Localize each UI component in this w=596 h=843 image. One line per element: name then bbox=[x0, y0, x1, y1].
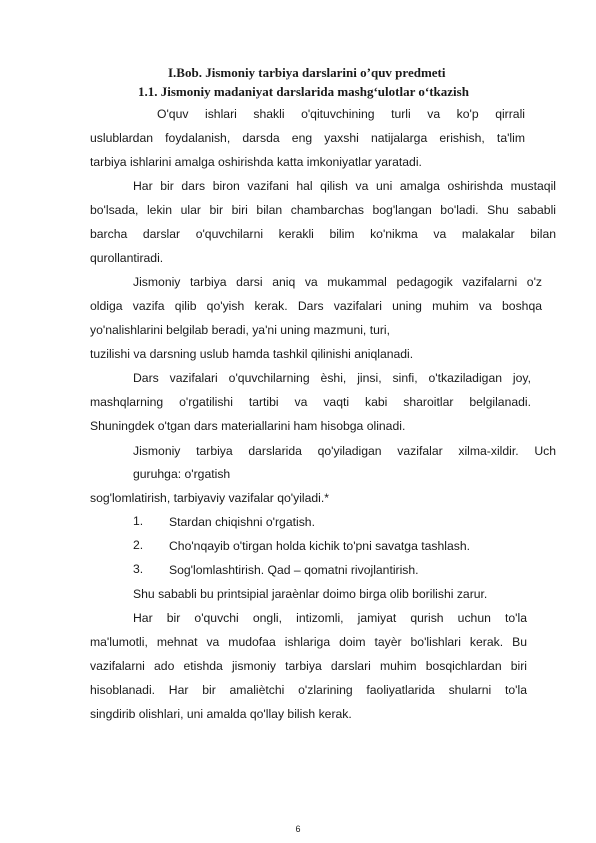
paragraph-2-line-1: Har bir dars biron vazifani hal qilish va uni amalga oshirishda mustaqil bbox=[133, 179, 556, 193]
paragraph-4-line-2: mashqlarning o'rgatilishi tartibi va vaqti kabi sharoitlar belgilanadi. bbox=[90, 395, 531, 409]
paragraph-7-line-3: vazifalarni ado etishda jismoniy tarbiya darslari muhim bosqichlardan biri bbox=[90, 659, 527, 673]
page-number: 6 bbox=[295, 824, 301, 834]
paragraph-4-line-3: Shuningdek o'tgan dars materiallarini ham hisobga olinadi. bbox=[90, 419, 406, 433]
paragraph-7-line-4: hisoblanadi. Har bir amaliѐtchi o'zlarining faoliyatlarida shularni to'la bbox=[90, 683, 527, 697]
paragraph-5-line-3: sog'lomlatirish, tarbiyaviy vazifalar qo'yiladi.* bbox=[90, 491, 330, 505]
paragraph-2-line-2: bo'lsada, lekin ular bir biri bilan chambarchas bog'langan bo'ladi. Shu sababli bbox=[90, 203, 556, 217]
paragraph-5-line-1: Jismoniy tarbiya darslarida qo'yiladigan vazifalar xilma-xildir. Uch bbox=[133, 444, 556, 458]
paragraph-1-line-2: uslublardan foydalanish, darsda eng yaxshi natijalarga erishish, ta'lim bbox=[90, 131, 525, 145]
section-heading: 1.1. Jismoniy madaniyat darslarida mashg‘ulotlar o‘tkazish bbox=[138, 84, 469, 99]
paragraph-2-line-4: qurollantiradi. bbox=[90, 251, 164, 265]
paragraph-1-line-3: tarbiya ishlarini amalga oshirishda katta imkoniyatlar yaratadi. bbox=[90, 155, 422, 169]
list-item-1-number: 1. bbox=[133, 514, 144, 528]
paragraph-7-line-2: ma'lumotli, mehnat va mudofaa ishlariga doim tayѐr bo'lishlari kerak. Bu bbox=[90, 635, 527, 649]
list-item-1-text: Stardan chiqishni o'rgatish. bbox=[169, 515, 315, 529]
list-item-2-text: Cho'nqayib o'tirgan holda kichik to'pni savatga tashlash. bbox=[169, 539, 471, 553]
chapter-heading: I.Bob. Jismoniy tarbiya darslarini o’quv predmeti bbox=[168, 65, 446, 80]
paragraph-3-line-3: yo'nalishlarini belgilab beradi, ya'ni uning mazmuni, turi, bbox=[90, 323, 391, 337]
list-item-3-number: 3. bbox=[133, 562, 144, 576]
paragraph-3-line-4: tuzilishi va darsning uslub hamda tashkil qilinishi aniqlanadi. bbox=[90, 347, 414, 361]
paragraph-4-line-1: Dars vazifalari o'quvchilarning ѐshi, jinsi, sinfi, o'tkaziladigan joy, bbox=[133, 371, 531, 385]
paragraph-7-line-5: singdirib olishlari, uni amalda qo'llay bilish kerak. bbox=[90, 707, 352, 721]
paragraph-5-line-2: guruhga: o'rgatish bbox=[133, 467, 231, 481]
paragraph-1-line-1: O'quv ishlari shakli o'qituvchining turli va ko'p qirrali bbox=[157, 107, 525, 121]
paragraph-3-line-1: Jismoniy tarbiya darsi aniq va mukammal pedagogik vazifalarni o'z bbox=[133, 275, 542, 289]
list-item-2-number: 2. bbox=[133, 538, 144, 552]
paragraph-2-line-3: barcha darslar o'quvchilarni kerakli bilim ko'nikma va malakalar bilan bbox=[90, 227, 556, 241]
paragraph-7-line-1: Har bir o'quvchi ongli, intizomli, jamiyat qurish uchun to'la bbox=[133, 611, 527, 625]
paragraph-6: Shu sababli bu printsipial jaraѐnlar doimo birga olib borilishi zarur. bbox=[133, 587, 488, 601]
paragraph-3-line-2: oldiga vazifa qilib qo'yish kerak. Dars vazifalari uning muhim va boshqa bbox=[90, 299, 542, 313]
list-item-3-text: Sog'lomlashtirish. Qad – qomatni rivojlantirish. bbox=[169, 563, 419, 577]
